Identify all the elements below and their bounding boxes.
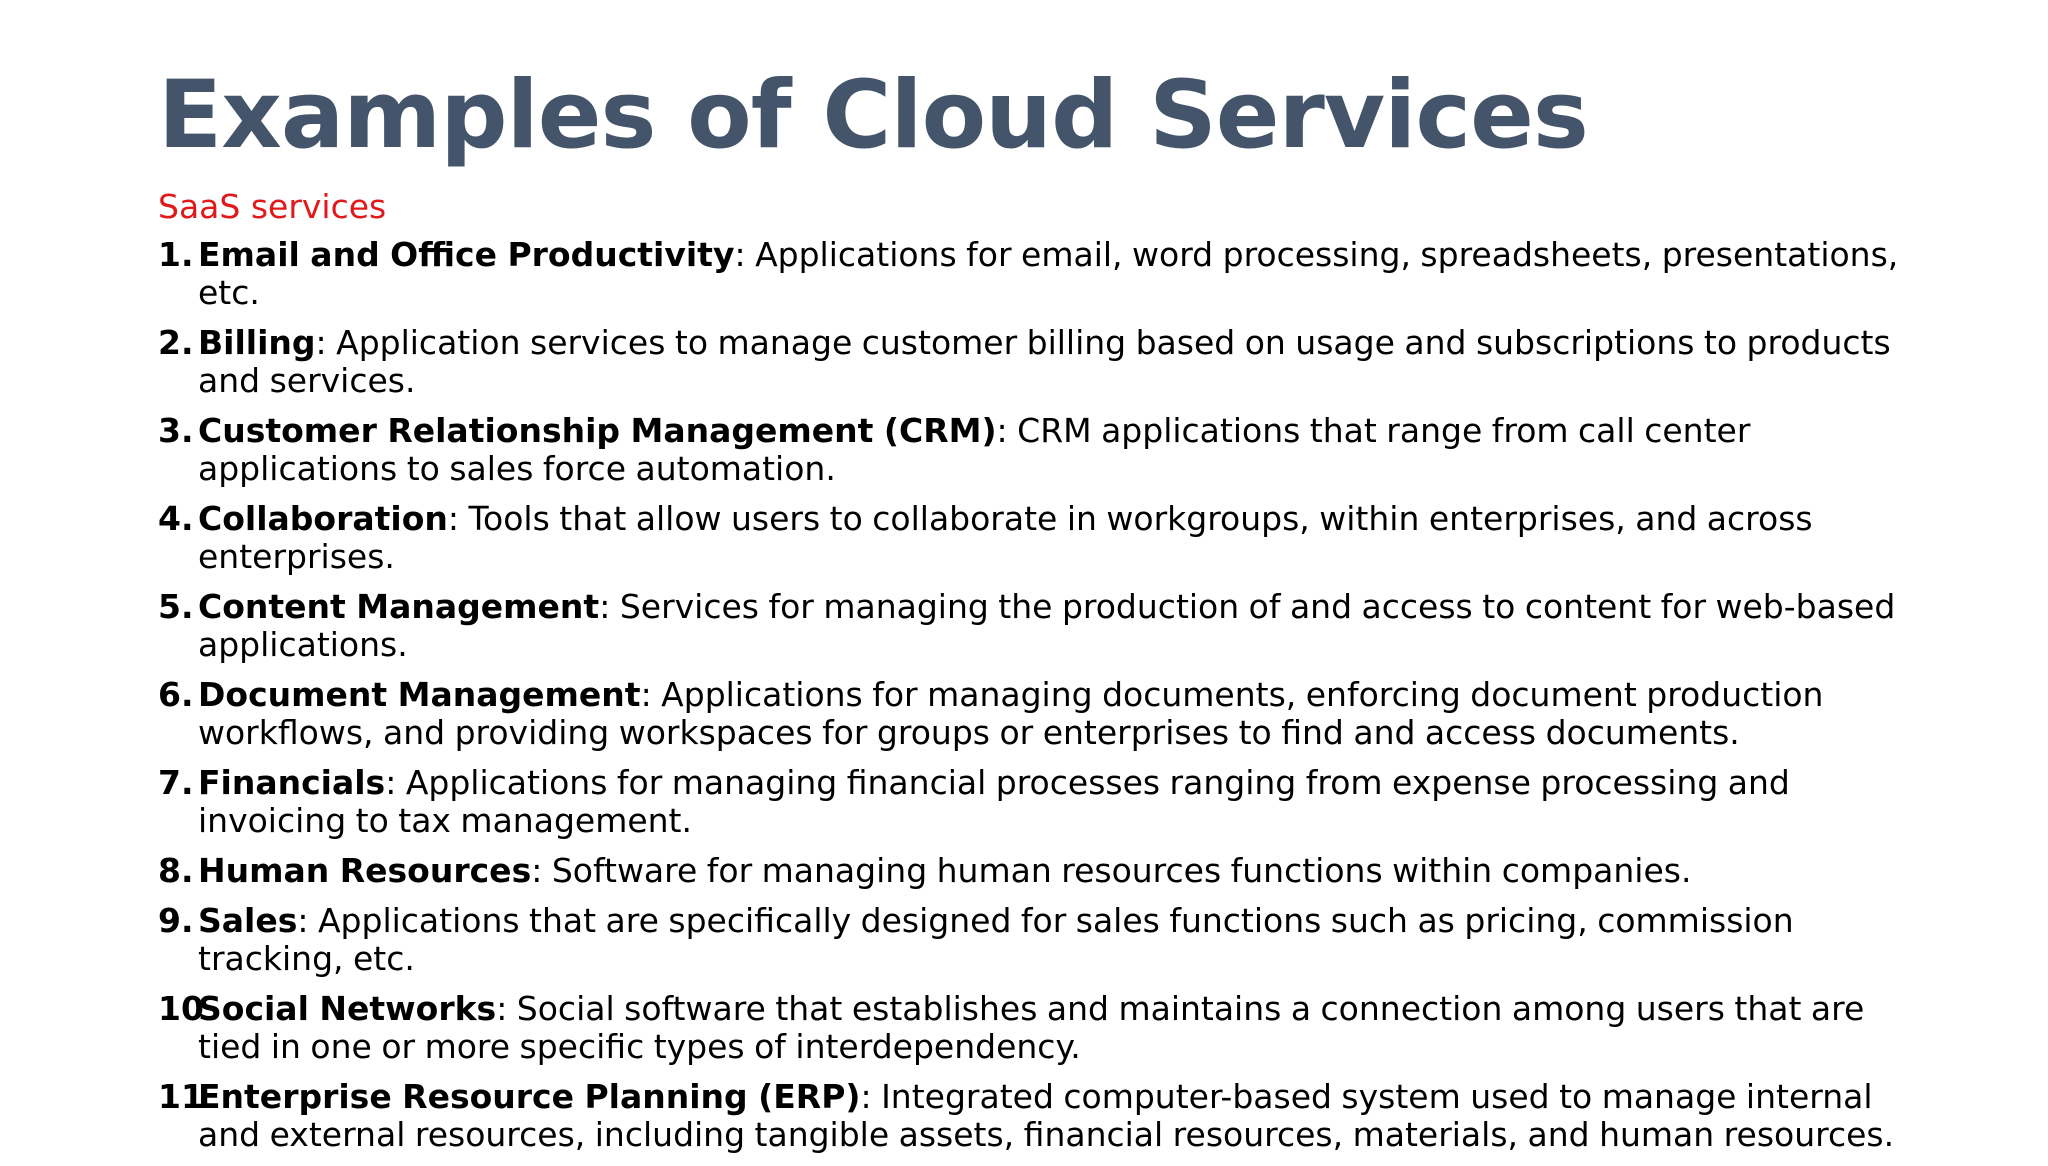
item-number: 11 xyxy=(158,1077,204,1116)
item-number: 10 xyxy=(158,989,204,1028)
item-description: : Applications that are specifically designed for sales functions such as pricing, commission tracking, etc. xyxy=(198,901,1794,978)
item-description: : Applications for managing financial processes ranging from expense processing and invoicing to tax management. xyxy=(198,763,1790,840)
item-description: : Software for managing human resources functions within companies. xyxy=(531,851,1692,890)
section-subtitle: SaaS services xyxy=(158,187,387,226)
item-number: 2. xyxy=(158,323,194,362)
item-number: 6. xyxy=(158,675,194,714)
item-number: 4. xyxy=(158,499,194,538)
list-item xyxy=(158,852,1918,890)
item-term: Document Management xyxy=(198,675,641,714)
item-term: Enterprise Resource Planning (ERP) xyxy=(198,1077,861,1116)
list-item xyxy=(158,412,1918,488)
list-item xyxy=(158,676,1918,752)
item-number: 5. xyxy=(158,587,194,626)
item-term: Content Management xyxy=(198,587,600,626)
services-list xyxy=(158,236,1918,1166)
item-number: 1. xyxy=(158,235,194,274)
item-number: 9. xyxy=(158,901,194,940)
slide-title: Examples of Cloud Services xyxy=(158,61,1588,170)
list-item xyxy=(158,324,1918,400)
item-description: : CRM applications that range from call center applications to sales force automation. xyxy=(198,411,1751,488)
item-term: Billing xyxy=(198,323,316,362)
item-description: : Services for managing the production of and access to content for web-based applications. xyxy=(198,587,1896,664)
item-description: : Social software that establishes and maintains a connection among users that are tied in one or more specific types of interdependency. xyxy=(198,989,1865,1066)
item-term: Human Resources xyxy=(198,851,532,890)
item-term: Financials xyxy=(198,763,386,802)
list-item xyxy=(158,764,1918,840)
item-term: Sales xyxy=(198,901,298,940)
item-description: : Application services to manage customer billing based on usage and subscriptions to products and services. xyxy=(198,323,1891,400)
item-number: 3. xyxy=(158,411,194,450)
list-item xyxy=(158,1078,1918,1154)
list-item xyxy=(158,588,1918,664)
list-item xyxy=(158,236,1918,312)
item-term: Customer Relationship Management (CRM) xyxy=(198,411,997,450)
item-description: : Applications for managing documents, enforcing document production workflows, and providing workspaces for groups or enterprises to find and access documents. xyxy=(198,675,1824,752)
item-term: Email and Office Productivity xyxy=(198,235,735,274)
item-description: : Integrated computer-based system used to manage internal and external resources, including tangible assets, financial resources, materials, and human resources. xyxy=(198,1077,1895,1154)
item-number: 8. xyxy=(158,851,194,890)
item-description: : Applications for email, word processing, spreadsheets, presentations, etc. xyxy=(198,235,1899,312)
item-term: Collaboration xyxy=(198,499,448,538)
list-item xyxy=(158,902,1918,978)
item-description: : Tools that allow users to collaborate in workgroups, within enterprises, and across enterprises. xyxy=(198,499,1813,576)
item-number: 7. xyxy=(158,763,194,802)
item-term: Social Networks xyxy=(198,989,497,1028)
list-item xyxy=(158,990,1918,1066)
list-item xyxy=(158,500,1918,576)
